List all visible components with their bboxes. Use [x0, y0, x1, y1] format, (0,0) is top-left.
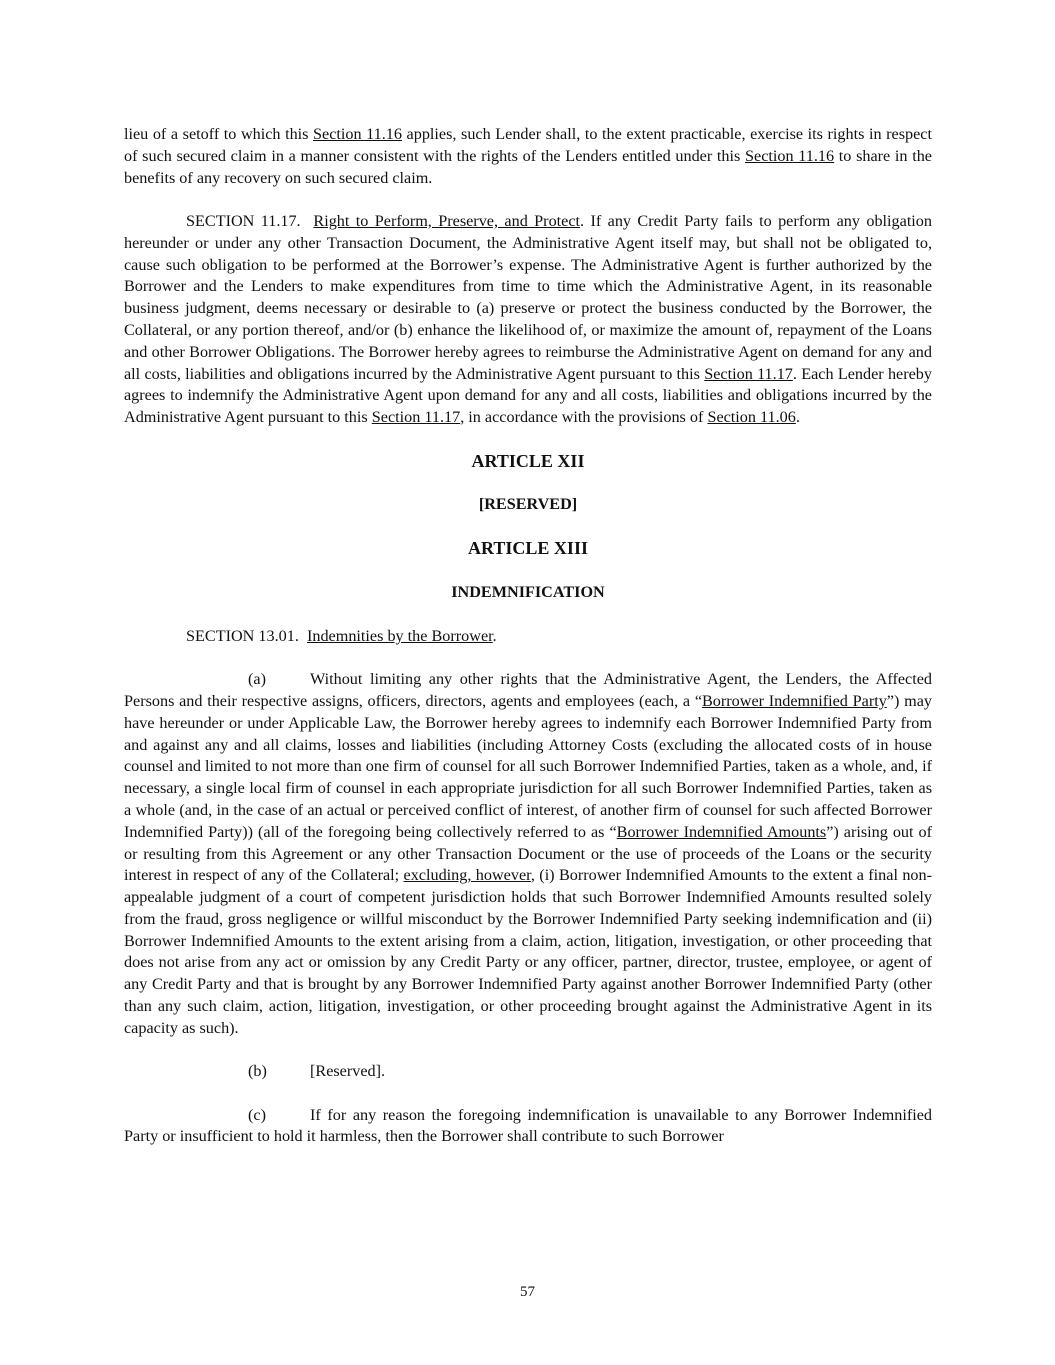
text: . If any Credit Party fails to perform any obligation hereunder or under any other Transaction Document, the Administrative Agent itself may, but shall not be obligated to, cause such obligation to be performed at the Borrower’s expense. The Administrative Agent is further authorized by the Borrower and the Lenders to make expenditures from time to time which the Administrative Agent, in its reasonable business judgment, deems necessary or desirable to (a) preserve or protect the business conducted by the Borrower, the Collateral, or any portion thereof, and/or (b) enhance the likelihood of, or maximize the amount of, repayment of the Loans and other Borrower Obligations. The Borrower hereby agrees to reimburse the Administrative Agent on demand for any and all costs, liabilities and obligations incurred by the Administrative Agent pursuant to this [124, 211, 932, 383]
section-reference: Section 11.17 [704, 364, 793, 383]
article-13-subtitle: INDEMNIFICATION [451, 582, 605, 601]
text: applies, such Lender shall, to the extent practicable, exercise its rights in respect of such secured claim in a manner consistent with the rights of the Lenders entitled under this [124, 125, 932, 165]
subsection-c [124, 1105, 932, 1149]
text: , in accordance with the provisions of [460, 408, 708, 427]
article-12-title: ARTICLE XII [471, 450, 585, 471]
subsection-label: (c) [248, 1105, 266, 1124]
section-number: SECTION 11.17. [186, 211, 301, 230]
article-13-title: ARTICLE XIII [468, 538, 588, 559]
defined-term: excluding, however [403, 866, 531, 885]
text: ”) arising out of or resulting from this Agreement or any other Transaction Document or the use of proceeds of the Loans or the security interest in respect of any of the Collateral; [124, 822, 932, 885]
text: . Each Lender hereby agrees to indemnify the Administrative Agent upon demand for any and all costs, liabilities and obligations incurred by the Administrative Agent pursuant to this [124, 364, 932, 427]
paragraph-setoff-continuation [124, 124, 932, 189]
section-reference: Section 11.06 [707, 408, 796, 427]
text: [Reserved]. [310, 1062, 386, 1081]
subsection-label: (a) [248, 670, 266, 689]
subsection-a [124, 669, 932, 1040]
section-13-01-heading [124, 626, 932, 648]
article-12-subtitle: [RESERVED] [478, 495, 578, 514]
text: ”) may have hereunder or under Applicable Law, the Borrower hereby agrees to indemnify each Borrower Indemnified Party from and against any and all claims, losses and liabilities (including Attorney Costs (excluding the allocated costs of in house counsel and limited to not more than one firm of counsel for all such Borrower Indemnified Parties, taken as a whole, and, if necessary, a single local firm of counsel in each appropriate jurisdiction for all such Borrower Indemnified Parties, taken as a whole (and, in the case of an actual or perceived conflict of interest, of another firm of counsel for such affected Borrower Indemnified Party)) (all of the foregoing being collectively referred to as “ [124, 691, 932, 841]
section-title: Right to Perform, Preserve, and Protect [313, 211, 581, 230]
text: . [795, 408, 800, 427]
text: Without limiting any other rights that the Administrative Agent, the Lenders, the Affected Persons and their respective assigns, officers, directors, agents and employees (each, a “ [124, 670, 932, 710]
page-number: 57 [520, 1284, 535, 1300]
text: , (i) Borrower Indemnified Amounts to the extent a final non-appealable judgment of a court of competent jurisdiction holds that such Borrower Indemnified Amounts resulted solely from the fraud, gross negligence or willful misconduct by the Borrower Indemnified Party seeking indemnification and (ii) Borrower Indemnified Amounts to the extent arising from a claim, action, litigation, investigation, or other proceeding that does not arise from any act or omission by any Credit Party or any officer, partner, director, trustee, employee, or agent of any Credit Party and that is brought by any Borrower Indemnified Party against another Borrower Indemnified Party (other than any such claim, action, litigation, investigation, or other proceeding brought against the Administrative Agent in its capacity as such). [124, 866, 933, 1037]
text: . [492, 626, 497, 645]
section-number: SECTION 13.01. [186, 626, 299, 645]
section-title: Indemnities by the Borrower [306, 626, 493, 645]
defined-term: Borrower Indemnified Party [702, 691, 887, 710]
document-page [124, 124, 932, 1148]
text: If for any reason the foregoing indemnification is unavailable to any Borrower Indemnified Party or insufficient to hold it harmless, then the Borrower shall contribute to such Borrower [124, 1105, 932, 1146]
section-reference: Section 11.16 [745, 146, 835, 165]
text: to share in the benefits of any recovery on such secured claim. [124, 146, 932, 187]
defined-term: Borrower Indemnified Amounts [616, 822, 827, 841]
section-reference: Section 11.16 [313, 125, 402, 143]
section-11-17 [124, 211, 932, 429]
text: lieu of a setoff to which this [124, 125, 314, 143]
subsection-label: (b) [248, 1062, 267, 1081]
section-reference: Section 11.17 [371, 408, 461, 427]
subsection-b [124, 1061, 932, 1083]
